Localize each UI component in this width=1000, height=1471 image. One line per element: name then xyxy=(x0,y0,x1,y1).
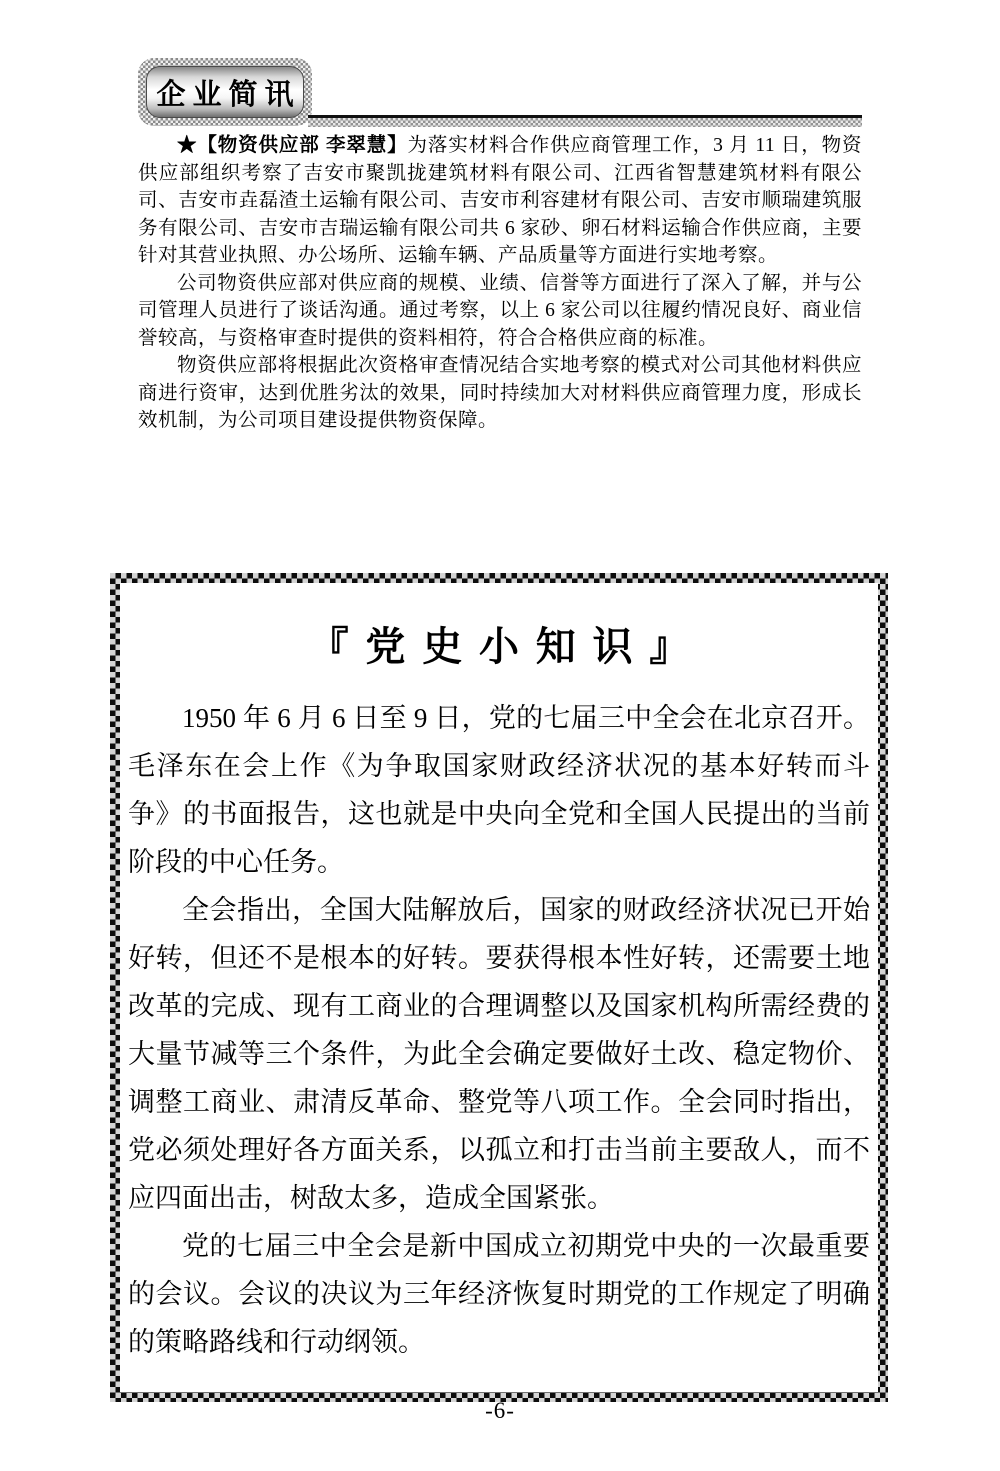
news-paragraph-3: 物资供应部将根据此次资格审查情况结合实地考察的模式对公司其他材料供应商进行资审，达到优胜劣汰的效果，同时持续加大对材料供应商管理力度，形成长效机制，为公司项目建设提供物资保障。 xyxy=(138,355,862,431)
newsletter-page xyxy=(0,58,1000,1423)
news-section xyxy=(138,132,862,435)
box-paragraph-2: 全会指出，全国大陆解放后，国家的财政经济状况已开始好转，但还不是根本的好转。要获得根本性好转，还需要土地改革的完成、现有工商业的合理调整以及国家机构所需经费的大量节减等三个条件，为此全会确定要做好土改、稳定物价、调整工商业、肃清反革命、整党等八项工作。全会同时指出，党必须处理好各方面关系，以孤立和打击当前主要敌人，而不应四面出击，树敌太多，造成全国紧张。 xyxy=(128,895,870,1213)
party-history-box-inner xyxy=(120,583,878,1392)
news-byline: ★【物资供应部 李翠慧】 xyxy=(177,134,408,156)
party-history-box xyxy=(110,573,888,1402)
box-paragraph-3: 党的七届三中全会是新中国成立初期党中央的一次最重要的会议。会议的决议为三年经济恢复时期党的工作规定了明确的策略路线和行动纲领。 xyxy=(128,1231,870,1357)
box-title: 『党史小知识』 xyxy=(308,624,707,669)
section-badge-button xyxy=(146,66,304,118)
news-paragraph-1 xyxy=(138,132,862,270)
page-footer xyxy=(0,1398,1000,1424)
box-paragraph-1: 1950 年 6 月 6 日至 9 日，党的七届三中全会在北京召开。毛泽东在会上作《为争取国家财政经济状况的基本好转而斗争》的书面报告，这也就是中央向全党和全国人民提出的当前阶段的中心任务。 xyxy=(128,703,870,877)
news-paragraph-2: 公司物资供应部对供应商的规模、业绩、信誉等方面进行了深入了解，并与公司管理人员进行了谈话沟通。通过考察，以上 6 家公司以往履约情况良好、商业信誉较高，与资格审查时提供的资料相符，符合合格供应商的标准。 xyxy=(138,272,862,349)
news-paragraph-1-text: 为落实材料合作供应商管理工作，3 月 11 日，物资供应部组织考察了吉安市聚凯拢建筑材料有限公司、江西省智慧建筑材料有限公司、吉安市垚磊渣土运输有限公司、吉安市利容建材有限公司、吉安市顺瑞建筑服务有限公司、吉安市吉瑞运输有限公司共 6 家砂、卵石材料运输合作供应商，主要针对其营业执照、办公场所、运输车辆、产品质量等方面进行实地考察。 xyxy=(138,135,862,266)
newsletter-header xyxy=(138,58,862,130)
section-badge-label: 企业简讯 xyxy=(156,78,301,111)
page-number: -6- xyxy=(485,1398,515,1423)
header-rule xyxy=(308,115,862,127)
section-badge xyxy=(138,58,312,126)
